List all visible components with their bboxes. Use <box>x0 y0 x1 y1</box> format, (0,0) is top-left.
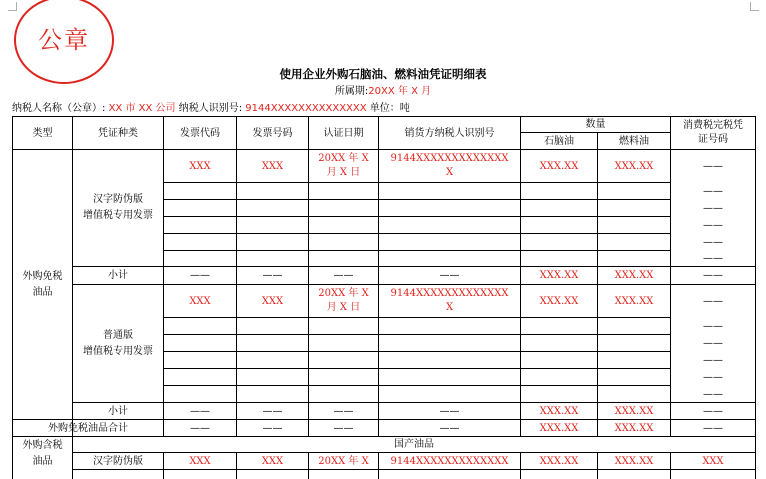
subtotal-1-fuel: XXX.XX <box>614 270 654 281</box>
voucher-anti-fake-line1: 汉字防伪版 <box>93 194 143 205</box>
seller-id-1 <box>379 150 520 182</box>
header-seller-id: 销货方纳税人识别号 <box>404 127 495 139</box>
voucher-dash-9: —— <box>703 337 723 349</box>
total-fuel: XXX.XX <box>614 422 654 434</box>
subtotal-1-voucher: —— <box>703 270 723 281</box>
subtotal-label-1: 小计 <box>108 270 128 281</box>
subtotal-2-seller: —— <box>439 405 460 417</box>
taxpayer-name-label: 纳税人名称（公章）: <box>12 103 106 114</box>
naphtha-qty-3: XXX.XX <box>539 455 579 467</box>
header-exempt-voucher <box>671 117 755 149</box>
taxpayer-id-value: 9144XXXXXXXXXXXXXX <box>245 103 367 114</box>
invoice-code-2: XXX <box>189 295 211 307</box>
seller-id-1-line1: 9144XXXXXXXXXXXXX <box>390 153 509 164</box>
header-exempt-voucher-line2: 证号码 <box>698 134 728 145</box>
header-fuel-oil: 燃料油 <box>619 135 649 147</box>
unit-label: 单位：吨 <box>369 103 410 114</box>
voucher-dash-5: —— <box>703 236 723 248</box>
group-taxed <box>13 437 72 479</box>
subtotal-label-2: 小计 <box>108 405 128 417</box>
auth-date-2-line1: 20XX 年 X <box>318 288 369 299</box>
taxpayer-name-value: XX 市 XX 公司 <box>108 103 176 114</box>
subtotal-1-code: —— <box>190 270 210 281</box>
fuel-qty-1: XXX.XX <box>614 160 654 172</box>
voucher-dash-3: —— <box>703 202 723 214</box>
seller-id-1-line2: X <box>445 167 454 178</box>
voucher-anti-fake-line2: 增值税专用发票 <box>83 210 153 221</box>
period-line <box>0 82 766 97</box>
subtotal-2-date: —— <box>333 405 354 417</box>
group-tax-exempt <box>13 150 72 419</box>
invoice-number-1: XXX <box>261 160 284 172</box>
voucher-dash-12: —— <box>703 388 723 400</box>
auth-date-2 <box>309 285 378 317</box>
invoice-number-2: XXX <box>261 295 284 307</box>
header-invoice-number: 发票号码 <box>252 127 293 139</box>
voucher-anti-fake-short: 汉字防伪版 <box>93 455 143 467</box>
domestic-oil-label: 国产油品 <box>394 439 434 450</box>
period-label: 所属期: <box>334 86 369 97</box>
auth-date-2-line2: 月 X 日 <box>326 302 361 313</box>
total-code: —— <box>190 422 210 434</box>
subtotal-1-naphtha: XXX.XX <box>539 270 579 281</box>
header-auth-date: 认证日期 <box>323 127 364 139</box>
auth-date-1 <box>309 150 378 182</box>
subtotal-1-date: —— <box>333 270 354 281</box>
naphtha-qty-1: XXX.XX <box>539 160 579 172</box>
subtotal-1-seller: —— <box>439 270 460 281</box>
voucher-ordinary-line2: 增值税专用发票 <box>83 345 153 357</box>
subtotal-2-fuel: XXX.XX <box>614 405 654 417</box>
header-naphtha: 石脑油 <box>544 135 574 147</box>
naphtha-qty-2: XXX.XX <box>539 295 579 307</box>
header-voucher-type: 凭证种类 <box>98 127 138 139</box>
voucher-dash-4: —— <box>703 219 723 231</box>
total-label: 外购免税油品合计 <box>48 422 128 434</box>
voucher-dash-10: —— <box>703 354 723 366</box>
total-voucher: —— <box>703 422 723 434</box>
total-date: —— <box>333 422 354 434</box>
seller-id-2-line2: X <box>445 302 454 313</box>
taxpayer-id-label: 纳税人识别号: <box>178 103 243 114</box>
subtotal-2-number: —— <box>262 405 283 417</box>
fuel-qty-2: XXX.XX <box>614 295 654 307</box>
period-value: 20XX 年 X 月 <box>368 86 432 97</box>
voucher-ordinary <box>73 285 163 402</box>
taxpayer-line <box>12 99 410 114</box>
seller-id-3: 9144XXXXXXXXXXXXX <box>390 455 509 467</box>
subtotal-2-naphtha: XXX.XX <box>539 405 579 417</box>
invoice-code-1: XXX <box>189 160 211 172</box>
auth-date-1-line2: 月 X 日 <box>326 167 361 178</box>
header-type: 类型 <box>32 127 53 139</box>
group-taxed-line1: 外购含税 <box>22 440 63 451</box>
subtotal-2-voucher: —— <box>703 405 723 417</box>
voucher-dash-6: —— <box>703 253 723 264</box>
total-seller: —— <box>439 422 460 434</box>
seal-text: 公章 <box>38 26 90 54</box>
subtotal-1-number: —— <box>262 270 283 281</box>
group-taxed-line2: 油品 <box>32 456 53 467</box>
voucher-dash-2: —— <box>703 185 723 197</box>
header-invoice-code: 发票代码 <box>180 127 220 139</box>
header-quantity: 数量 <box>585 119 606 130</box>
voucher-ordinary-line1: 普通版 <box>103 329 133 341</box>
seller-id-2-line1: 9144XXXXXXXXXXXXX <box>390 288 509 299</box>
voucher-dash-11: —— <box>703 371 723 383</box>
seller-id-2 <box>379 285 520 317</box>
total-naphtha: XXX.XX <box>539 422 579 434</box>
total-number: —— <box>262 422 283 434</box>
auth-date-3: 20XX 年 X <box>318 455 369 467</box>
voucher-anti-fake <box>73 150 163 266</box>
document-title: 使用企业外购石脑油、燃料油凭证明细表 <box>279 67 487 81</box>
invoice-code-3: XXX <box>189 455 211 467</box>
subtotal-2-code: —— <box>190 405 210 417</box>
group-tax-exempt-line2: 油品 <box>32 286 53 298</box>
auth-date-1-line1: 20XX 年 X <box>318 153 369 164</box>
exempt-voucher-3: XXX <box>702 455 724 467</box>
fuel-qty-3: XXX.XX <box>614 455 654 467</box>
group-tax-exempt-line1: 外购免税 <box>22 270 63 282</box>
voucher-dash-7: —— <box>703 295 723 307</box>
voucher-dash-8: —— <box>703 320 723 332</box>
invoice-number-3: XXX <box>261 455 284 467</box>
voucher-dash-1: —— <box>703 160 723 172</box>
header-exempt-voucher-line1: 消费税完税凭 <box>683 120 743 131</box>
